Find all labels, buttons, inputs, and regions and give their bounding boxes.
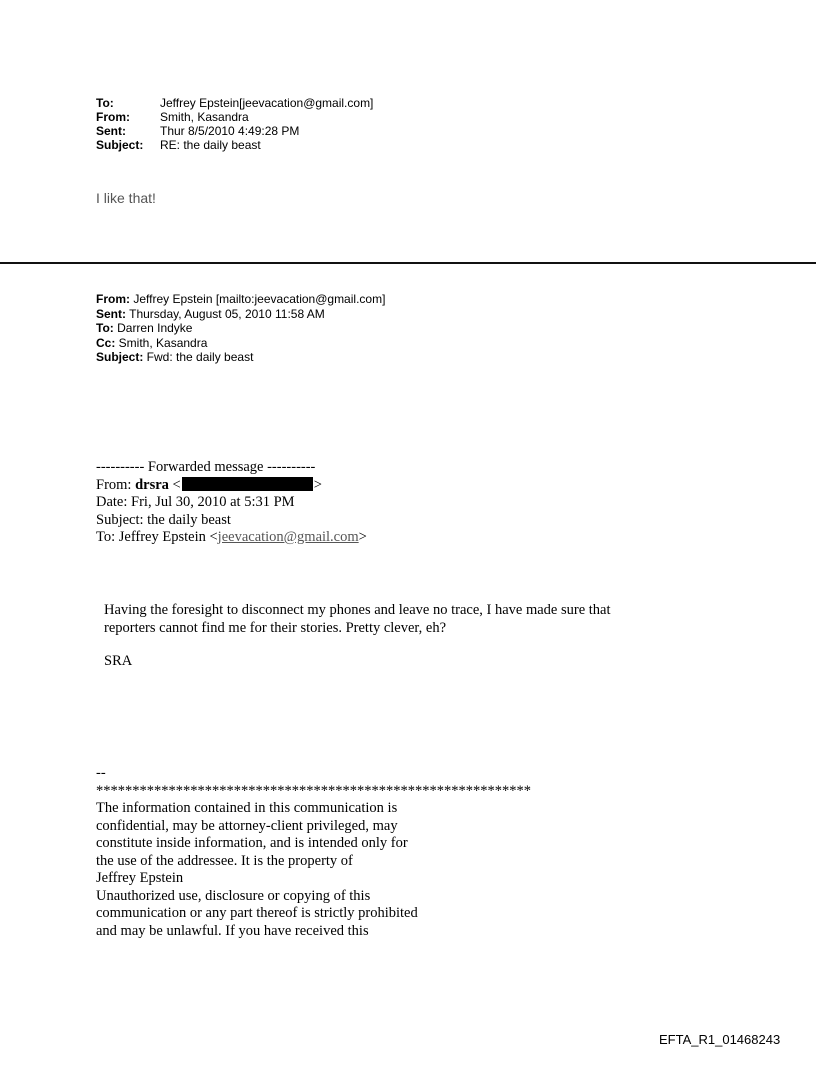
- header2-sent-row: [96, 307, 385, 322]
- forwarded-from-prefix: From:: [96, 476, 136, 493]
- divider-line: [0, 262, 816, 264]
- forwarded-subject: Subject: the daily beast: [96, 511, 231, 528]
- to-label: To:: [96, 96, 114, 110]
- header2-from-label: From:: [96, 292, 130, 306]
- header-from-row: [96, 110, 373, 124]
- disclaimer-line: Jeffrey Epstein: [96, 870, 184, 886]
- header2-to-label: To:: [96, 321, 114, 335]
- header-to-row: [96, 96, 373, 110]
- forwarded-to-prefix: To: Jeffrey Epstein <: [96, 529, 218, 545]
- redaction-box: [182, 477, 313, 491]
- message-line-1: Having the foresight to disconnect my phones and leave no trace, I have made sure that: [104, 602, 611, 618]
- forwarded-message: [96, 459, 367, 547]
- sent-value: Thur 8/5/2010 4:49:28 PM: [160, 124, 300, 138]
- subject-label: Subject:: [96, 138, 144, 152]
- document-id: EFTA_R1_01468243: [659, 1032, 781, 1047]
- header-subject-row: [96, 138, 373, 152]
- forwarded-date: Date: Fri, Jul 30, 2010 at 5:31 PM: [96, 494, 295, 510]
- header2-cc-value: Smith, Kasandra: [115, 335, 208, 350]
- from-value: Smith, Kasandra: [160, 110, 249, 124]
- forwarded-to-row: [96, 529, 367, 547]
- header2-to-value: Darren Indyke: [113, 321, 193, 335]
- signature: SRA: [104, 653, 133, 669]
- forwarded-from-name: drsra: [135, 476, 169, 493]
- header2-subject-row: [96, 350, 385, 365]
- disclaimer-line: Unauthorized use, disclosure or copying of this: [96, 887, 371, 904]
- message-line-2: reporters cannot find me for their stories. Pretty clever, eh?: [104, 619, 447, 636]
- to-value: Jeffrey Epstein[jeevacation@gmail.com]: [160, 96, 374, 110]
- message-body: [104, 602, 611, 637]
- header2-cc-label: Cc:: [96, 335, 116, 350]
- sig-dashes: --: [96, 765, 106, 781]
- header2-to-row: [96, 321, 385, 336]
- forwarded-from-open: <: [168, 476, 181, 493]
- header2-sent-value: Thursday, August 05, 2010 11:58 AM: [126, 306, 325, 321]
- forwarded-from-close: >: [313, 476, 322, 493]
- disclaimer-line: The information contained in this communication is: [96, 800, 398, 816]
- email-link[interactable]: jeevacation@gmail.com: [217, 529, 359, 545]
- header2-sent-label: Sent:: [96, 306, 126, 321]
- forwarded-to-close: >: [358, 529, 367, 545]
- disclaimer-line: and may be unlawful. If you have received this: [96, 922, 369, 939]
- disclaimer: [96, 765, 531, 940]
- email-header-1: [96, 96, 373, 152]
- reply-body: I like that!: [96, 190, 156, 206]
- forwarded-from-row: [96, 477, 367, 495]
- disclaimer-line: confidential, may be attorney-client privileged, may: [96, 817, 398, 834]
- email-header-2: [96, 292, 385, 365]
- header-sent-row: [96, 124, 373, 138]
- forwarded-banner: ---------- Forwarded message ----------: [96, 459, 316, 475]
- subject-value: RE: the daily beast: [160, 138, 261, 152]
- star-separator: ************************************************************: [96, 782, 531, 799]
- header2-subject-label: Subject:: [96, 350, 144, 364]
- header2-subject-value: Fwd: the daily beast: [143, 350, 254, 364]
- sent-label: Sent:: [96, 124, 126, 138]
- disclaimer-line: communication or any part thereof is strictly prohibited: [96, 905, 418, 921]
- header2-from-value: Jeffrey Epstein [mailto:jeevacation@gmail.com]: [130, 292, 386, 306]
- from-label: From:: [96, 110, 130, 124]
- header2-cc-row: [96, 336, 385, 351]
- disclaimer-line: the use of the addressee. It is the property of: [96, 852, 353, 869]
- header2-from-row: [96, 292, 385, 307]
- disclaimer-line: constitute inside information, and is intended only for: [96, 835, 408, 851]
